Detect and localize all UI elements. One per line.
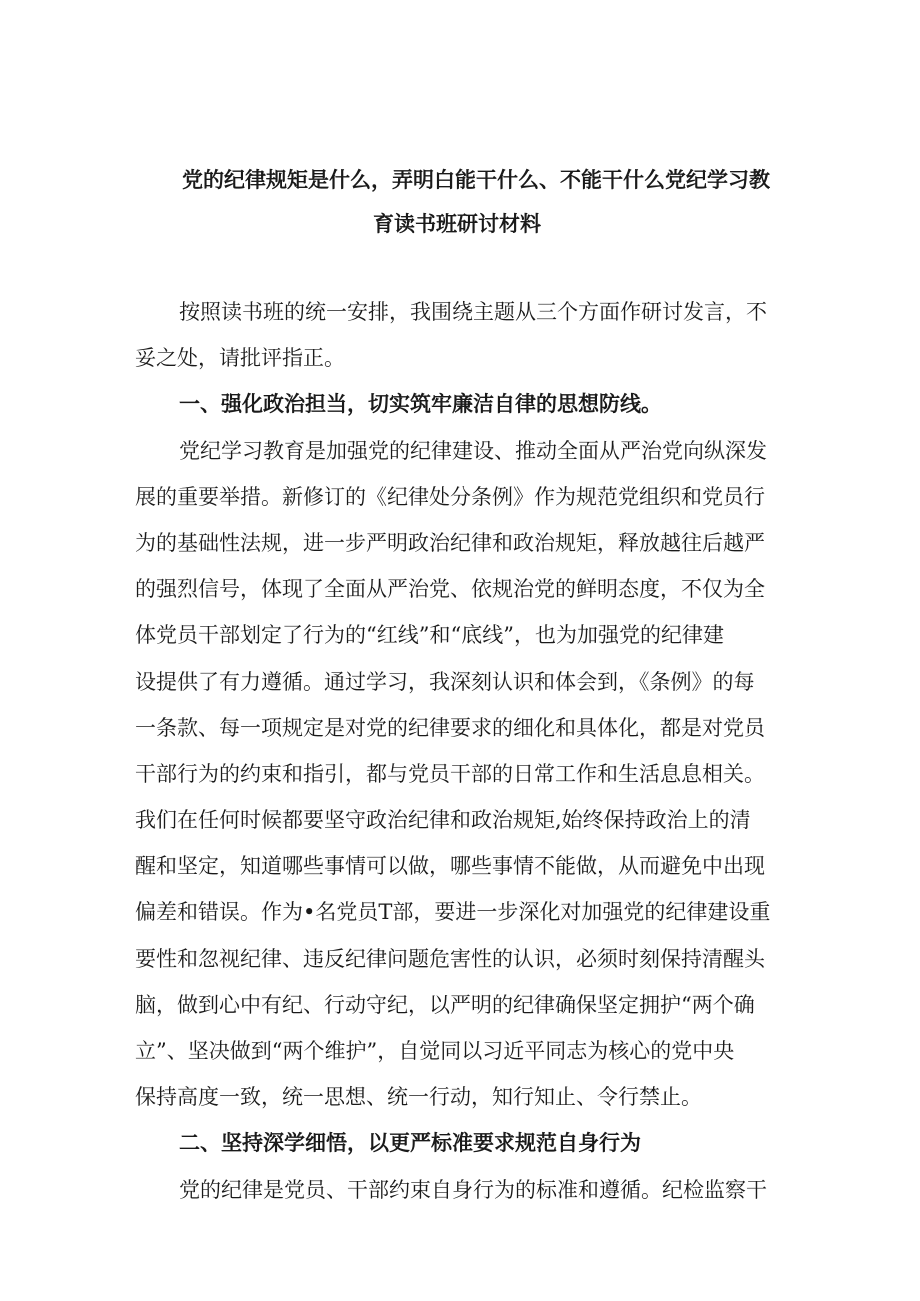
paragraph-line: 干部行为的约束和指引，都与党员干部的日常工作和生活息息相关。 — [135, 761, 765, 786]
paragraph-line: 为的基础性法规，进一步严明政治纪律和政治规矩，释放越往后越严 — [135, 530, 765, 555]
paragraph-line: 脑，做到心中有纪、行动守纪，以严明的纪律确保坚定拥护“两个确 — [135, 992, 755, 1017]
paragraph-line: 体党员干部划定了行为的“红线”和“底线”，也为加强党的纪律建 — [135, 623, 724, 648]
paragraph-line: 妥之处，请批评指正。 — [135, 346, 345, 371]
paragraph-line: 的强烈信号，体现了全面从严治党、依规治党的鲜明态度，不仅为全 — [135, 577, 765, 602]
paragraph-line: 立”、坚决做到“两个维护”，自觉同以习近平同志为核心的党中央 — [135, 1039, 735, 1063]
paragraph-line: 按照读书班的统一安排，我围绕主题从三个方面作研讨发言，不 — [179, 300, 767, 324]
title-line-2: 育读书班研讨材料 — [373, 212, 541, 236]
title-line-1: 党的纪律规矩是什么，弄明白能干什么、不能干什么党纪学习教 — [182, 168, 770, 192]
paragraph-line: 党的纪律是党员、干部约束自身行为的标准和遵循。纪检监察干 — [179, 1177, 767, 1202]
paragraph-line: 醒和坚定，知道哪些事情可以做，哪些事情不能做，从而避免中出现 — [135, 854, 765, 879]
paragraph-line: 一条款、每一项规定是对党的纪律要求的细化和具体化，都是对党员 — [135, 715, 765, 740]
paragraph-line: 我们在任何时候都要坚守政治纪律和政治规矩,始终保持政治上的清 — [135, 808, 751, 833]
paragraph-line: 设提供了有力遵循。通过学习，我深刻认识和体会到，《条例》的每 — [135, 669, 755, 694]
document-body — [135, 289, 795, 1213]
document-title — [136, 158, 816, 246]
paragraph-line: 党纪学习教育是加强党的纪律建设、推动全面从严治党向纵深发 — [179, 438, 767, 463]
section-heading-2: 二、坚持深学细悟，以更严标准要求规范自身行为 — [179, 1131, 641, 1156]
section-heading-1: 一、强化政治担当，切实筑牢廉洁自律的思想防线。 — [179, 392, 662, 417]
paragraph-line: 保持高度一致，统一思想、统一行动，知行知止、令行禁止。 — [135, 1085, 702, 1110]
paragraph-line: 展的重要举措。新修订的《纪律处分条例》作为规范党组织和党员行 — [135, 484, 765, 509]
paragraph-line: 要性和忽视纪律、违反纪律问题危害性的认识，必须时刻保持清醒头 — [135, 946, 765, 971]
paragraph-line: 偏差和错误。作为•名党员T部，要进一步深化对加强党的纪律建设重 — [135, 900, 771, 925]
